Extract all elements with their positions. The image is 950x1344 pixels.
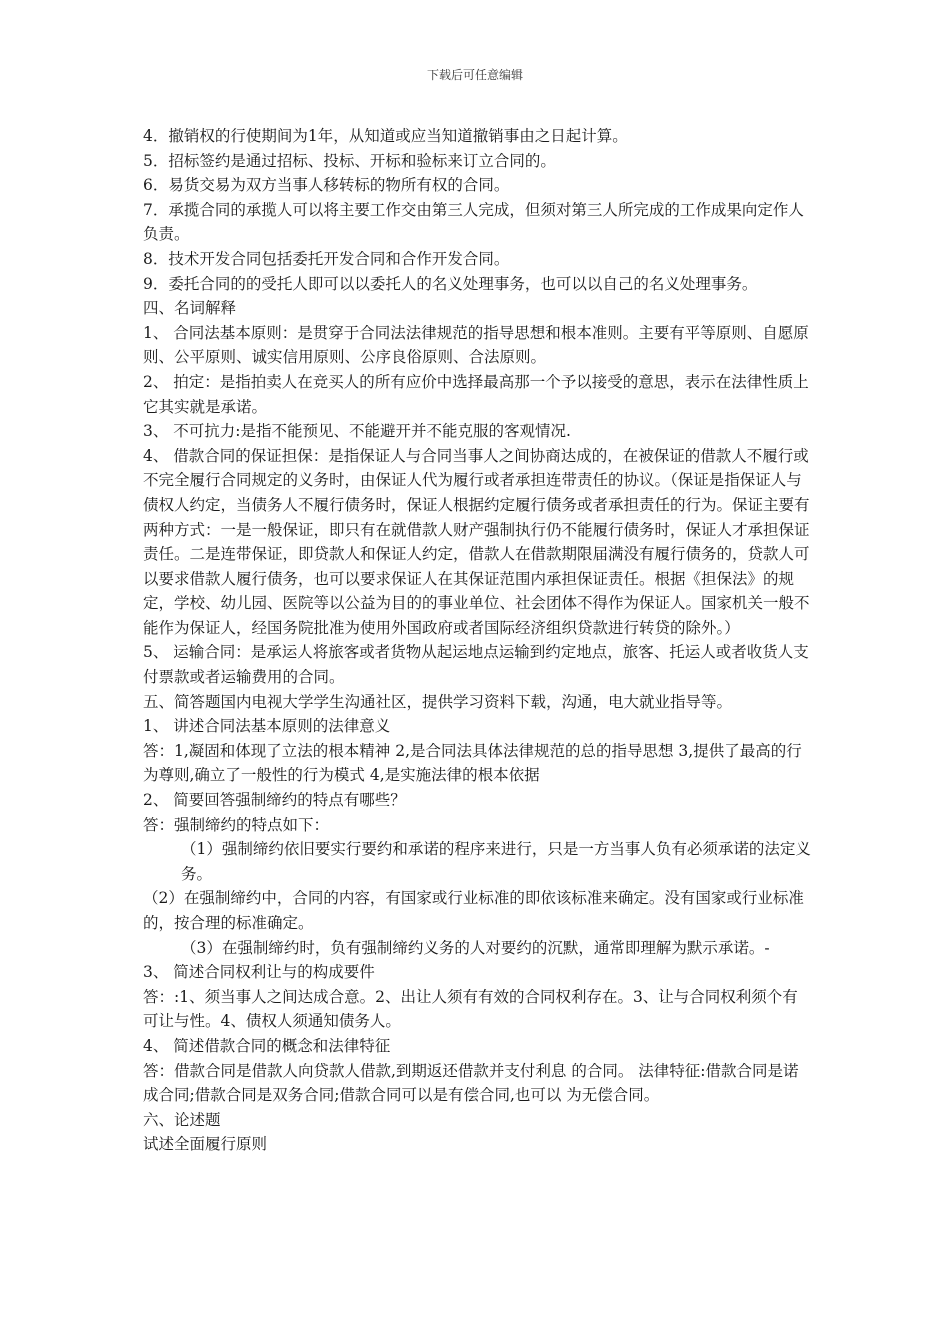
paragraph: 5、 运输合同：是承运人将旅客或者货物从起运地点运输到约定地点，旅客、托运人或者收货人支付票款或者运输费用的合同。 [143,643,809,687]
paragraph: 3、 不可抗力:是指不能预见、不能避开并不能克服的客观情况. [143,422,571,441]
paragraph: 5．招标签约是通过招标、投标、开标和验标来订立合同的。 [143,151,556,170]
paragraph: 1、 讲述合同法基本原则的法律意义 [143,717,391,736]
paragraph: 8．技术开发合同包括委托开发合同和合作开发合同。 [143,249,510,268]
document-body [143,124,813,1157]
paragraph: 答：借款合同是借款人向贷款人借款,到期返还借款并支付利息 的合同。 法律特征:借款合同是诺成合同;借款合同是双务合同;借款合同可以是有偿合同,也可以 为无偿合同。 [143,1061,799,1105]
paragraph: 1、 合同法基本原则：是贯穿于合同法法律规范的指导思想和根本准则。主要有平等原则、自愿原则、公平原则、诚实信用原则、公序良俗原则、合法原则。 [143,323,809,367]
paragraph: （2）在强制缔约中，合同的内容，有国家或行业标准的即依该标准来确定。没有国家或行业标准的，按合理的标准确定。 [143,889,804,932]
paragraph: 4．撤销权的行使期间为1年，从知道或应当知道撤销事由之日起计算。 [143,127,628,145]
page-header: 下载后可任意编辑 [426,68,523,82]
paragraph: 9．委托合同的的受托人即可以以委托人的名义处理事务，也可以以自己的名义处理事务。 [143,274,758,293]
paragraph: 7．承揽合同的承揽人可以将主要工作交由第三人完成，但须对第三人所完成的工作成果向定作人负责。 [143,200,804,244]
paragraph: 4、 借款合同的保证担保：是指保证人与合同当事人之间协商达成的，在被保证的借款人不履行或不完全履行合同规定的义务时，由保证人代为履行或者承担连带责任的协议。（保证是指保证人与债权人约定，当债务人不履行债务时，保证人根据约定履行债务或者承担责任的行为。保证主要有两种方式：一是一般保证，即只有在就借款人财产强制执行仍不能履行债务时，保证人才承担保证责任。二是连带保证，即贷款人和保证人约定，借款人在借款期限届满没有履行债务的，贷款人可以要求借款人履行债务，也可以要求保证人在其保证范围内承担保证责任。根据《担保法》的规定，学校、幼儿园、医院等以公益为目的的事业单位、社会团体不得作为保证人。国家机关一般不能作为保证人，经国务院批准为使用外国政府或者国际经济组织贷款进行转贷的除外。） [143,446,810,637]
paragraph: （3）在强制缔约时，负有强制缔约义务的人对要约的沉默，通常即理解为默示承诺。- [181,938,770,957]
section-heading: 四、名词解释 [143,299,237,318]
paragraph: 答：:1、须当事人之间达成合意。2、出让人须有有效的合同权利存在。3、让与合同权利须个有可让与性。4、债权人须通知债务人。 [143,987,798,1031]
paragraph: （1）强制缔约依旧要实行要约和承诺的程序来进行，只是一方当事人负有必须承诺的法定义务。 [181,840,811,883]
paragraph: 答：强制缔约的特点如下： [143,815,330,834]
paragraph: 2、 简要回答强制缔约的特点有哪些？ [143,791,406,810]
paragraph: 试述全面履行原则 [143,1135,268,1154]
paragraph: 答：1,凝固和体现了立法的根本精神 2,是合同法具体法律规范的总的指导思想 3,提供了最高的行为尊则,确立了一般性的行为模式 4,是实施法律的根本依据 [143,741,802,785]
section-heading: 六、论述题 [143,1110,221,1129]
paragraph: 2、 拍定：是指拍卖人在竞买人的所有应价中选择最高那一个予以接受的意思，表示在法律性质上它其实就是承诺。 [143,372,809,416]
paragraph: 6．易货交易为双方当事人移转标的物所有权的合同。 [143,176,510,195]
section-heading: 五、简答题国内电视大学学生沟通社区，提供学习资料下载，沟通，电大就业指导等。 [143,692,733,711]
paragraph: 4、 简述借款合同的概念和法律特征 [143,1036,391,1055]
paragraph: 3、 简述合同权利让与的构成要件 [143,963,375,982]
